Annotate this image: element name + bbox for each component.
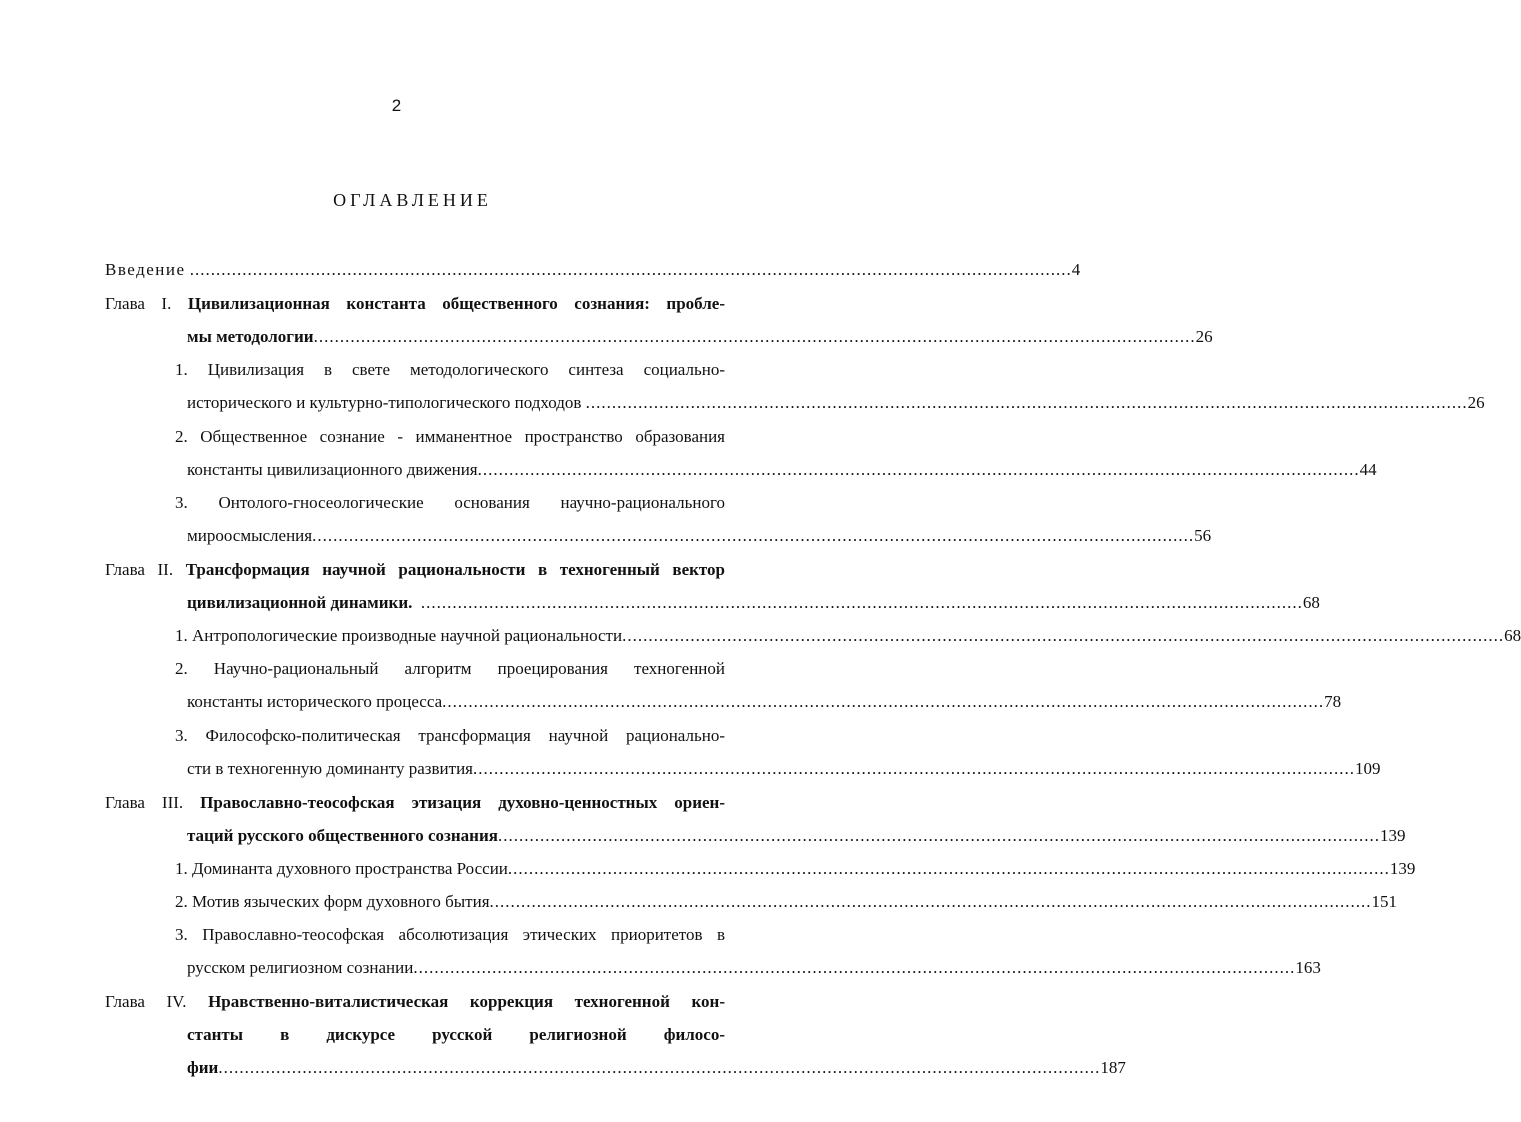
toc-section-2-2[interactable] [175,657,725,681]
toc-section-1-1[interactable] [175,358,725,382]
section-title-cont: исторического и культурно-типологического подходов [187,393,582,412]
page-number: 2 [391,96,402,115]
entry-page: 68 [1504,626,1521,645]
chapter-title-cont: фии [187,1058,219,1077]
toc-title: ОГЛАВЛЕНИЕ [333,190,492,210]
entry-page: 56 [1194,526,1212,545]
entry-title: Введение [105,260,186,279]
chapter-prefix: Глава IV. [105,992,187,1011]
chapter-title-cont: цивилизационной динамики. [187,593,413,612]
chapter-title: Трансформация научной рациональности в техногенный вектор [185,560,726,579]
leader-dots: ........................................................................................................................................................................ [413,958,1296,977]
toc-section-3-2[interactable] [175,890,1398,914]
entry-page: 163 [1295,958,1321,977]
toc-chapter-4-title-cont[interactable] [187,1023,725,1047]
leader-dots: ........................................................................................................................................................................ [477,460,1360,479]
section-title-cont: мироосмысления [187,526,313,545]
entry-page: 151 [1371,892,1398,911]
leader-dots: ........................................................................................................................................................................ [507,859,1390,878]
toc-section-3-3-cont[interactable] [187,956,1321,980]
toc-section-3-3[interactable] [175,923,725,947]
toc-chapter-4-title[interactable] [105,990,725,1014]
chapter-prefix: Глава I. [105,294,172,313]
leader-dots: ........................................................................................................................................................................ [622,626,1505,645]
toc-section-1-2-cont[interactable] [187,458,1377,482]
toc-entry-intro[interactable] [105,258,1081,282]
leader-dots: ........................................................................................................................................................................ [473,759,1355,778]
toc-section-1-3[interactable] [175,491,725,515]
toc-section-3-1[interactable] [175,857,1416,881]
chapter-title: Нравственно-виталистическая коррекция техногенной кон- [208,992,725,1011]
toc-chapter-2-title-cont[interactable] [187,591,1320,615]
toc-section-1-1-cont[interactable] [187,391,1485,415]
section-title-cont: русском религиозном сознании [187,958,414,977]
leader-dots: ........................................................................................................................................................................ [420,593,1303,612]
entry-page: 139 [1379,826,1406,845]
chapter-title-cont: таций русского общественного сознания [187,826,498,845]
leader-dots: ........................................................................................................................................................................ [189,260,1072,279]
chapter-title: Православно-теософская этизация духовно-ценностных ориен- [200,793,725,812]
toc-section-2-2-cont[interactable] [187,690,1342,714]
section-title: 1. Цивилизация в свете методологического синтеза социально- [175,360,725,379]
chapter-prefix: Глава III. [105,793,184,812]
section-title-cont: константы цивилизационного движения [187,460,478,479]
entry-page: 187 [1100,1058,1126,1077]
entry-page: 78 [1324,692,1342,711]
chapter-title-cont: станты в дискурсе русской религиозной филосо- [187,1025,725,1044]
leader-dots: ........................................................................................................................................................................ [585,393,1468,412]
section-title: 2. Мотив языческих форм духовного бытия [175,892,490,911]
toc-chapter-1-title-cont[interactable] [187,325,1213,349]
toc-section-2-1[interactable] [175,624,1521,648]
chapter-prefix: Глава II. [105,560,174,579]
section-title: 3. Онтолого-гносеологические основания научно-рационального [175,493,725,512]
section-title: 2. Научно-рациональный алгоритм проецирования техногенной [175,659,725,678]
chapter-title: Цивилизационная константа общественного сознания: пробле- [187,294,725,313]
leader-dots: ........................................................................................................................................................................ [489,892,1372,911]
entry-page: 4 [1071,260,1081,279]
toc-chapter-1-title[interactable] [105,292,725,316]
entry-page: 139 [1389,859,1416,878]
section-title-cont: сти в техногенную доминанту развития [187,759,473,778]
chapter-title-cont: мы методологии [187,327,314,346]
entry-page: 68 [1302,593,1320,612]
section-title: 3. Православно-теософская абсолютизация этических приоритетов в [175,925,725,944]
toc-chapter-4-title-cont2[interactable] [187,1056,1126,1080]
section-title: 1. Антропологические производные научной рациональности [175,626,623,645]
leader-dots: ........................................................................................................................................................................ [218,1058,1101,1077]
toc-chapter-3-title-cont[interactable] [187,824,1406,848]
leader-dots: ........................................................................................................................................................................ [497,826,1380,845]
leader-dots: ........................................................................................................................................................................ [313,327,1196,346]
section-title: 1. Доминанта духовного пространства России [175,859,508,878]
entry-page: 44 [1359,460,1377,479]
toc-section-2-3[interactable] [175,724,725,748]
section-title: 3. Философско-политическая трансформация научной рациональнo- [175,726,725,745]
toc-chapter-2-title[interactable] [105,558,725,582]
toc-section-1-3-cont[interactable] [187,524,1212,548]
toc-chapter-3-title[interactable] [105,791,725,815]
section-title: 2. Общественное сознание - имманентное пространство образования [175,427,725,446]
leader-dots: ........................................................................................................................................................................ [312,526,1195,545]
leader-dots: ........................................................................................................................................................................ [442,692,1325,711]
entry-page: 109 [1355,759,1381,778]
toc-section-1-2[interactable] [175,425,725,449]
section-title-cont: константы исторического процесса [187,692,443,711]
toc-section-2-3-cont[interactable] [187,757,1381,781]
entry-page: 26 [1467,393,1485,412]
entry-page: 26 [1195,327,1213,346]
